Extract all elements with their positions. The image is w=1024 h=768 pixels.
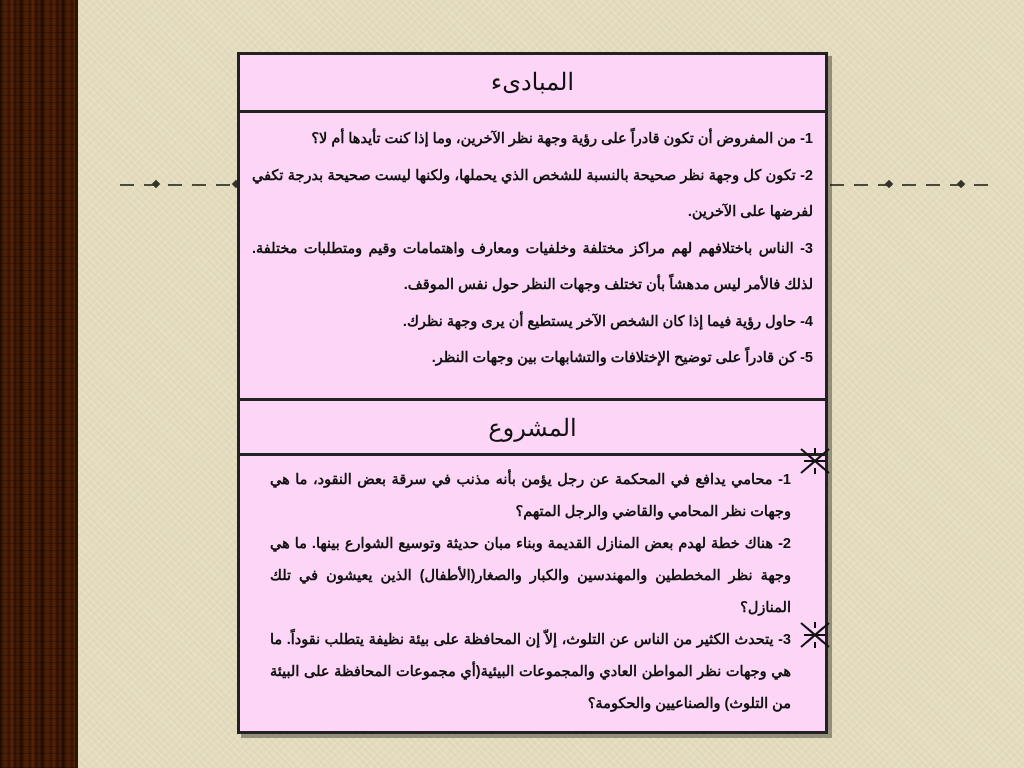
decorative-dot	[885, 180, 893, 188]
project-item: 1- محامي يدافع في المحكمة عن رجل يؤمن بأنه مذنب في سرقة بعض النقود، ما هي وجهات نظر المحامي والقاضي والرجل المتهم؟	[270, 472, 791, 520]
decorative-dash-line-right	[830, 184, 990, 186]
project-item: 3- يتحدث الكثير من الناس عن التلوث، إلاّ إن المحافظة على بيئة نظيفة يتطلب نقوداً. ما هي وجهات نظر المواطن العادي والمجموعات البيئية(أي مجموعات المحافظة على البيئة من التلوث) والصناعيين والحكومة؟	[270, 632, 791, 712]
decorative-dot	[957, 180, 965, 188]
decorative-dot	[152, 180, 160, 188]
content-panel	[237, 52, 828, 734]
principle-item: 1- من المفروض أن تكون قادراً على رؤية وجهة نظر الآخرين، وما إذا كنت تأيدها أم لا؟	[311, 131, 813, 147]
principle-item: 3- الناس باختلافهم لهم مراكز مختلفة وخلفيات ومعارف واهتمامات وقيم ومتطلبات مختلفة. لذلك فالأمر ليس مدهشاً بأن تختلف وجهات النظر حول نفس الموقف.	[252, 240, 813, 293]
star-bullet-icon	[798, 446, 832, 476]
project-list	[240, 456, 825, 734]
principle-item: 2- تكون كل وجهة نظر صحيحة بالنسبة للشخص الذي يحملها، ولكنها ليست صحيحة بدرجة تكفي لفرضها على الآخرين.	[252, 167, 813, 220]
principle-item: 4- حاول رؤية فيما إذا كان الشخص الآخر يستطيع أن يرى وجهة نظرك.	[402, 313, 813, 330]
principles-list	[240, 113, 825, 398]
wood-border	[0, 0, 78, 768]
decorative-dash-line-left	[120, 184, 236, 186]
star-bullet-icon	[798, 620, 832, 650]
principles-title: المبادىء	[240, 55, 825, 113]
project-item: 2- هناك خطة لهدم بعض المنازل القديمة وبناء مبان حديثة وتوسيع الشوارع بينها. ما هي وجهة نظر المخططين والمهندسين والكبار والصغار(الأطفال) الذين يعيشون في تلك المنازل؟	[270, 536, 791, 616]
project-title: المشروع	[240, 398, 825, 456]
principle-item: 5- كن قادراً على توضيح الإختلافات والتشابهات بين وجهات النظر.	[431, 350, 813, 366]
